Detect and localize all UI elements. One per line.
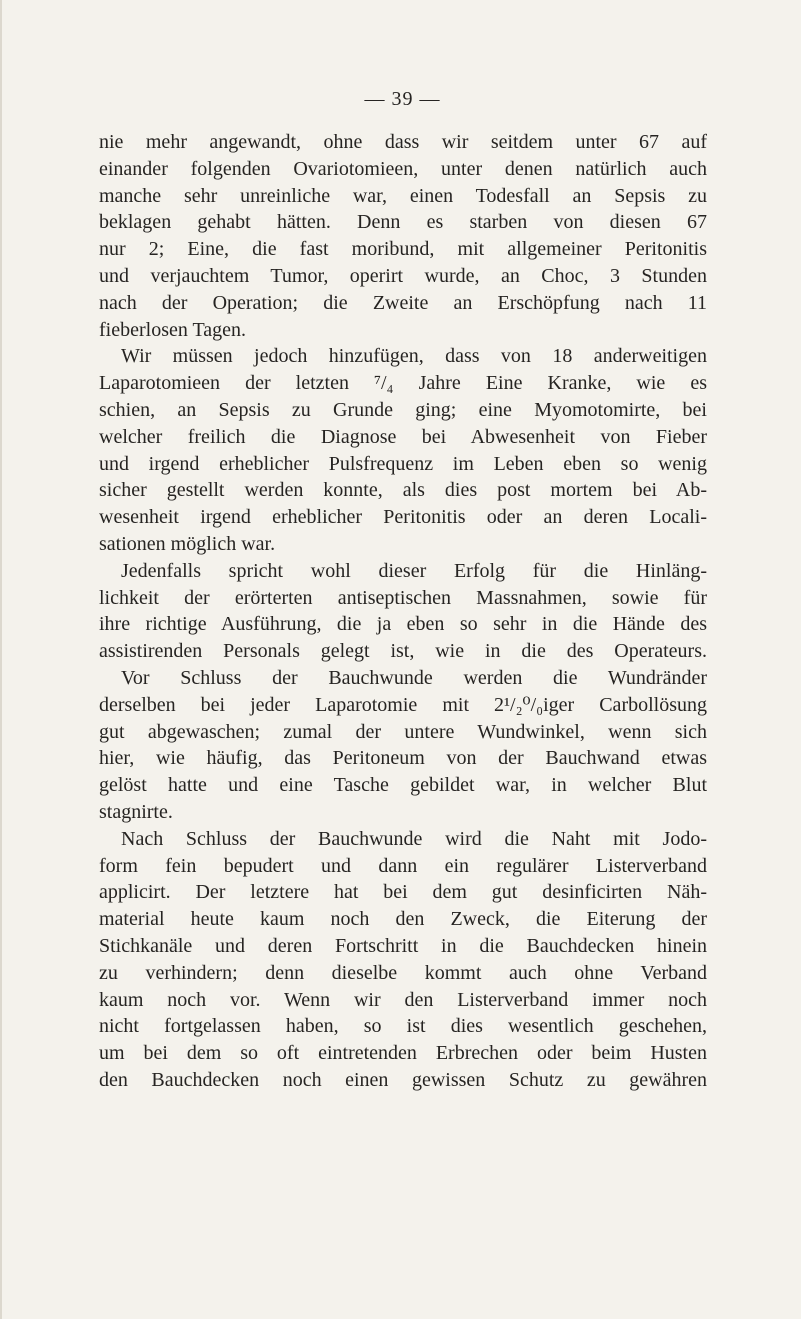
text-line: applicirt. Der letztere hat bei dem gut desinficirten Näh- [99, 881, 707, 904]
text-line: manche sehr unreinliche war, einen Todesfall an Sepsis zu [99, 184, 707, 207]
text-line: form fein bepudert und dann ein regulärer Listerverband [99, 854, 707, 877]
text-line: einander folgenden Ovariotomieen, unter denen natürlich auch [99, 157, 707, 180]
body-text [99, 129, 707, 1094]
text-line: ihre richtige Ausführung, die ja eben so sehr in die Hände des [99, 613, 707, 636]
text-line: hier, wie häufig, das Peritoneum von der Bauchwand etwas [99, 747, 707, 770]
text-line: beklagen gehabt hätten. Denn es starben von diesen 67 [99, 211, 707, 234]
text-line: schien, an Sepsis zu Grunde ging; eine Myomotomirte, bei [99, 398, 707, 421]
text-line: Jedenfalls spricht wohl dieser Erfolg für die Hinläng- [121, 559, 707, 582]
text-line: wesenheit irgend erheblicher Peritonitis oder an deren Locali- [99, 506, 707, 529]
text-line: zu verhindern; denn dieselbe kommt auch ohne Verband [99, 961, 707, 984]
text-line: nicht fortgelassen haben, so ist dies wesentlich geschehen, [99, 1015, 707, 1038]
text-line: Stichkanäle und deren Fortschritt in die Bauchdecken hinein [99, 934, 707, 957]
text-line: sationen möglich war. [99, 532, 276, 555]
text-line: assistirenden Personals gelegt ist, wie in die des Operateurs. [99, 640, 707, 663]
text-line: lichkeit der erörterten antiseptischen Massnahmen, sowie für [99, 586, 707, 609]
page-number: — 39 — [364, 88, 441, 110]
text-line: Vor Schluss der Bauchwunde werden die Wundränder [121, 666, 707, 689]
text-line: und irgend erheblicher Pulsfrequenz im Leben eben so wenig [99, 452, 707, 475]
text-line: welcher freilich die Diagnose bei Abwesenheit von Fieber [99, 425, 707, 448]
text-line: den Bauchdecken noch einen gewissen Schutz zu gewähren [99, 1068, 707, 1091]
text-line: Wir müssen jedoch hinzufügen, dass von 18 anderweitigen [121, 345, 707, 368]
text-line: um bei dem so oft eintretenden Erbrechen oder beim Husten [99, 1042, 707, 1065]
text-line: material heute kaum noch den Zweck, die Eiterung der [99, 908, 707, 931]
text-line: gelöst hatte und eine Tasche gebildet war, in welcher Blut [99, 774, 707, 797]
text-line: kaum noch vor. Wenn wir den Listerverband immer noch [99, 988, 707, 1011]
text-line: Nach Schluss der Bauchwunde wird die Naht mit Jodo- [121, 827, 707, 850]
text-line: stagnirte. [99, 800, 173, 823]
text-line: sicher gestellt werden konnte, als dies post mortem bei Ab- [99, 479, 707, 502]
text-line: Laparotomieen der letzten ⁷/₄ Jahre Eine Kranke, wie es [99, 372, 707, 395]
text-line: nur 2; Eine, die fast moribund, mit allgemeiner Peritonitis [99, 238, 707, 261]
text-line: fieberlosen Tagen. [99, 318, 247, 341]
text-line: derselben bei jeder Laparotomie mit 2¹/₂⁰/₀iger Carbollösung [99, 693, 707, 716]
text-line: und verjauchtem Tumor, operirt wurde, an Choc, 3 Stunden [99, 264, 707, 287]
text-line: nach der Operation; die Zweite an Erschöpfung nach 11 [99, 291, 707, 314]
text-line: nie mehr angewandt, ohne dass wir seitdem unter 67 auf [99, 131, 707, 153]
text-line: gut abgewaschen; zumal der untere Wundwinkel, wenn sich [99, 720, 707, 743]
